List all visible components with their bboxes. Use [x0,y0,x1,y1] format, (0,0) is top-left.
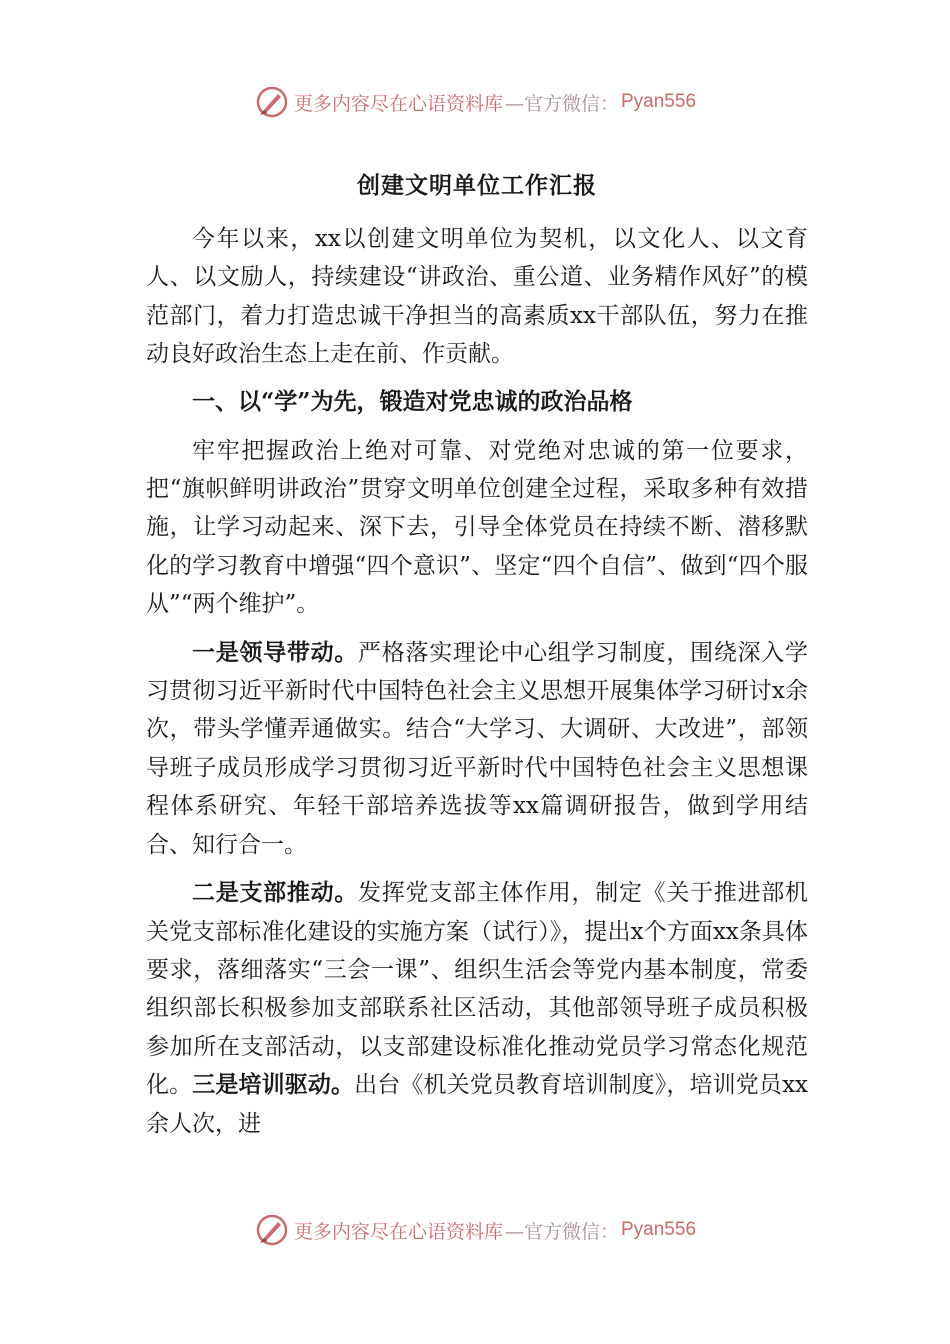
watermark-wechat-id: Pyan556 [621,91,697,112]
section-1-heading: 一、以“学”为先，锻造对党忠诚的政治品格 [192,387,633,415]
pen-logo-icon [254,84,290,120]
document-title: 创建文明单位工作汇报 [357,172,597,199]
pen-logo-icon [254,1212,290,1248]
item-2-lead: 二是支部推动。 [192,879,359,907]
item-3-lead: 三是培训驱动。 [192,1071,355,1099]
watermark-wechat-id: Pyan556 [621,1219,697,1240]
section-1-paragraph: 牢牢把握政治上绝对可靠、对党绝对忠诚的第一位要求，把“旗帜鲜明讲政治”贯穿文明单位创建全过程，采取多种有效措施，让学习动起来、深下去，引导全体党员在持续不断、潜移默化的学习教育中增强“四个意识”、坚定“四个自信”、做到“四个服从”“两个维护”。 [146,437,808,618]
watermark-dash: —官方微信： [504,92,619,115]
item-2-text: 发挥党支部主体作用，制定《关于推进部机关党支部标准化建设的实施方案（试行）》，提出x个方面xx条具体要求，落细落实“三会一课”、组织生活会等党内基本制度，常委组织部长积极参加支部联系社区活动，其他部领导班子成员积极参加所在支部活动，以支部建设标准化推动党员学习常态化规范化。 [146,880,809,1099]
watermark-header [0,82,950,122]
watermark-footer [0,1210,950,1250]
item-2-paragraph [146,874,808,1143]
item-1-paragraph [146,634,808,864]
watermark-dash: —官方微信： [504,1220,619,1243]
item-3-text: 出台《机关党员教育培训制度》，培训党员xx余人次，进 [146,1072,809,1137]
watermark-text: 更多内容尽在心语资料库 [293,92,503,115]
watermark-text: 更多内容尽在心语资料库 [293,1220,503,1243]
item-1-lead: 一是领导带动。 [192,638,359,666]
document-body [146,164,808,1143]
intro-paragraph: 今年以来，xx以创建文明单位为契机，以文化人、以文育人、以文励人，持续建设“讲政治、重公道、业务精作风好”的模范部门，着力打造忠诚干净担当的高素质xx干部队伍，努力在推动良好政治生态上走在前、作贡献。 [146,226,808,368]
item-1-text: 严格落实理论中心组学习制度，围绕深入学习贯彻习近平新时代中国特色社会主义思想开展集体学习研讨x余次，带头学懂弄通做实。结合“大学习、大调研、大改进”，部领导班子成员形成学习贯彻习近平新时代中国特色社会主义思想课程体系研究、年轻干部培养选拔等xx篇调研报告，做到学用结合、知行合一。 [146,639,809,858]
